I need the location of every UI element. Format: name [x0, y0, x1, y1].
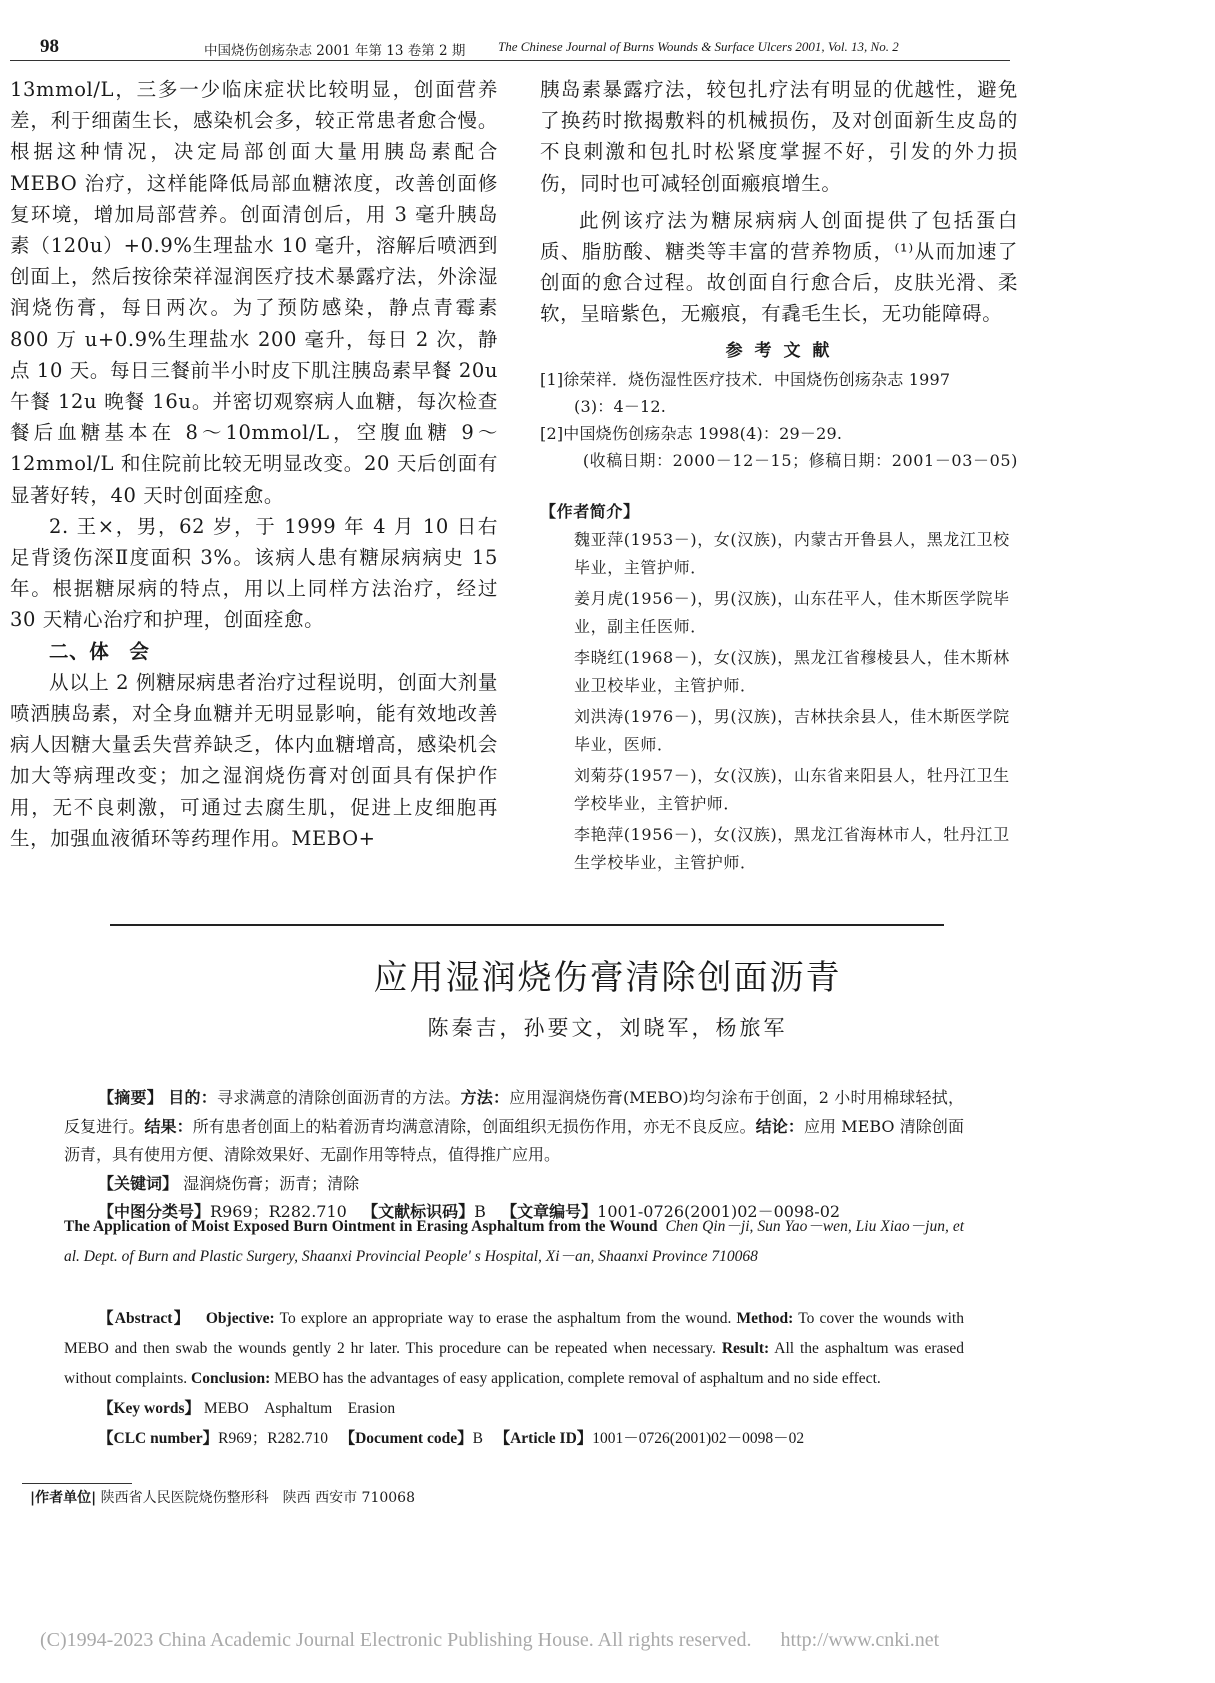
copyright-text: (C)1994-2023 China Academic Journal Electronic Publishing House. All rights reserved. [40, 1629, 752, 1651]
bio-text: 刘洪涛(1976－)，男(汉族)，吉林扶余县人，佳木斯医学院 [574, 706, 1010, 726]
method-label: Method: [736, 1310, 794, 1327]
page-number: 98 [40, 36, 59, 57]
author-bio [540, 585, 1018, 642]
doccode-label: 【Document code】 [339, 1430, 473, 1447]
doccode-label: 【文献标识码】 [362, 1202, 475, 1221]
result-label: Result: [721, 1340, 770, 1357]
bio-text: 生学校毕业，主管护师． [574, 853, 757, 873]
references-heading: 参 考 文 献 [725, 340, 833, 361]
bio-text: 毕业，医师． [574, 735, 674, 755]
objective-text: 寻求满意的清除创面沥青的方法。 [217, 1088, 461, 1107]
english-abstract [64, 1304, 964, 1454]
author-bio [540, 762, 1018, 819]
clc-label: 【中图分类号】 [98, 1202, 211, 1221]
bio-text: 刘菊芬(1957－)，女(汉族)，山东省来阳县人，牡丹江卫生 [574, 765, 1010, 785]
objective-text: To explore an appropriate way to erase the asphaltum from the wound. [279, 1310, 732, 1327]
bio-text: 李晓红(1968－)，女(汉族)，黑龙江省穆棱县人，佳木斯林 [574, 647, 1010, 667]
affiliation-label: |作者单位| [30, 1490, 97, 1506]
section-heading: 二、体 会 [49, 639, 150, 663]
bio-text: 业，副主任医师． [574, 617, 707, 637]
conclusion-text: MEBO has the advantages of easy application, complete removal of asphaltum and no side effect. [274, 1370, 881, 1387]
objective-label: Objective: [205, 1310, 275, 1327]
conclusion-label: Conclusion: [191, 1370, 271, 1387]
article-id-value: 1001－0726(2001)02－0098－02 [592, 1430, 805, 1447]
clc-value: R969；R282.710 [210, 1202, 347, 1221]
reference-text: (3)：4－12. [574, 396, 667, 416]
bio-text: 学校毕业，主管护师． [574, 794, 741, 814]
body-paragraph: 13mmol/L，三多一少临床症状比较明显，创面营养差，利于细菌生长，感染机会多，较正常患者愈合慢。根据这种情况，决定局部创面大量用胰岛素配合 MEBO 治疗，这样能降低局部血糖浓度，改善创面修复环境，增加局部营养。创面清创后，用 3 毫升胰岛素（120u）+0.9%生理盐水 10 毫升，溶解后喷洒到创面上，然后按徐荣祥湿润医疗技术暴露疗法，外涂湿润烧伤膏，每日两次。为了预防感染，静点青霉素 800 万 u+0.9%生理盐水 200 毫升，每日 2 次，静点 10 天。每日三餐前半小时皮下肌注胰岛素早餐 20u 午餐 12u 晚餐 16u。并密切观察病人血糖，每次检查餐后血糖基本在 8～10mmol/L，空腹血糖 9～12mmol/L 和住院前比较无明显改变。20 天后创面有显著好转，40 天时创面痊愈。 [10, 78, 498, 507]
abstract-label: 【Abstract】 [98, 1310, 191, 1327]
author-bio [540, 644, 1018, 701]
left-column [10, 74, 498, 854]
result-text: 所有患者创面上的粘着沥青均满意清除，创面组织无损伤作用，亦无不良反应。 [192, 1116, 756, 1136]
reference-text: [1]徐荣祥．烧伤湿性医疗技术．中国烧伤创疡杂志 1997 [540, 369, 951, 389]
article-number-value: 1001-0726(2001)02－0098-02 [597, 1202, 841, 1221]
author-bio [540, 526, 1018, 583]
keywords-label: 【Key words】 [98, 1400, 201, 1417]
english-title: The Application of Moist Exposed Burn Ointment in Erasing Asphaltum from the Wound [64, 1218, 658, 1235]
body-paragraph: 从以上 2 例糖尿病患者治疗过程说明，创面大剂量喷洒胰岛素，对全身血糖并无明显影响，能有效地改善病人因糖大量丢失营养缺乏，体内血糖增高，感染机会加大等病理改变；加之湿润烧伤膏对创面具有保护作用，无不良刺激，可通过去腐生肌，促进上皮细胞再生，加强血液循环等药理作用。MEBO+ [10, 670, 498, 850]
received-date: (收稿日期：2000－12－15；修稿日期：2001－03－05) [582, 450, 1018, 470]
english-title-block [64, 1212, 964, 1272]
reference-item: [2]中国烧伤创疡杂志 1998(4)：29－29. [540, 423, 843, 443]
article-number-label: 【文章编号】 [501, 1202, 598, 1221]
result-text: All the asphaltum was erased without complaints. [64, 1340, 965, 1387]
doccode-value: B [474, 1202, 486, 1221]
method-text: To cover the wounds with MEBO and then swab the wounds gently 2 hr later. This procedure can be repeated when necessary. [64, 1310, 964, 1357]
body-paragraph: 2. 王×，男，62 岁，于 1999 年 4 月 10 日右足背烫伤深Ⅱ度面积 3%。该病人患有糖尿病病史 15 年。根据糖尿病的特点，用以上同样方法治疗，经过 30 天精心治疗和护理，创面痊愈。 [10, 514, 498, 632]
abstract-cn [64, 1084, 964, 1227]
bio-text: 业卫校毕业，主管护师． [574, 676, 757, 696]
abstract-cn-text [64, 1084, 964, 1170]
conclusion-label: 结论： [755, 1116, 804, 1136]
english-abstract-text [64, 1304, 964, 1394]
body-paragraph: 胰岛素暴露疗法，较包扎疗法有明显的优越性，避免了换药时揿揭敷料的机械损伤，及对创面新生皮岛的不良刺激和包扎时松紧度掌握不好，引发的外力损伤，同时也可减轻创面瘢痕增生。 [540, 78, 1018, 195]
article-id-label: 【Article ID】 [494, 1430, 593, 1447]
keywords-label: 【关键词】 [98, 1173, 179, 1193]
footnote-rule [22, 1483, 132, 1484]
english-classification [64, 1424, 964, 1454]
english-keywords [64, 1394, 964, 1424]
clc-label: 【CLC number】 [98, 1430, 219, 1447]
journal-name-en: The Chinese Journal of Burns Wounds & Surface Ulcers 2001, Vol. 13, No. 2 [498, 39, 899, 54]
article-separator [110, 924, 944, 926]
author-bio [540, 703, 1018, 760]
running-header [20, 36, 1020, 60]
bio-text: 毕业，主管护师． [574, 558, 707, 578]
method-label: 方法： [460, 1088, 510, 1107]
keywords-cn [64, 1170, 964, 1199]
method-text: 应用湿润烧伤膏(MEBO)均匀涂布于创面，2 小时用棉球轻拭，反复进行。 [64, 1088, 964, 1136]
english-authors: Chen Qin－ji, Sun Yao－wen, Liu Xiao－jun, et al. Dept. of Burn and Plastic Surgery, Shaanxi Provincial People' s Hospital, Xi－an, Shaanxi Province 710068 [64, 1218, 964, 1265]
author-affiliation [30, 1487, 415, 1507]
affiliation-text: 陕西省人民医院烧伤整形科 陕西 西安市 710068 [100, 1490, 415, 1506]
article-authors: 陈秦吉，孙要文，刘晓军，杨旅军 [427, 1016, 788, 1040]
cnki-url[interactable]: http://www.cnki.net [780, 1629, 940, 1651]
author-bio [540, 821, 1018, 878]
clc-value: R969；R282.710 [218, 1430, 328, 1447]
bio-text: 姜月虎(1956－)，男(汉族)，山东茌平人，佳木斯医学院毕 [574, 588, 1010, 608]
keywords-text: MEBO Asphaltum Erasion [203, 1400, 396, 1417]
bio-text: 李艳萍(1956－)，女(汉族)，黑龙江省海林市人，牡丹江卫 [574, 824, 1010, 844]
journal-name-cn: 中国烧伤创疡杂志 2001 年第 13 卷第 2 期 [204, 43, 466, 59]
reference-item [540, 366, 1018, 420]
bio-text: 魏亚萍(1953－)，女(汉族)，内蒙古开鲁县人，黑龙江卫校 [574, 529, 1010, 549]
article-title: 应用湿润烧伤膏清除创面沥青 [373, 958, 842, 998]
body-paragraph: 此例该疗法为糖尿病病人创面提供了包括蛋白质、脂肪酸、糖类等丰富的营养物质，⁽¹⁾从而加速了创面的愈合过程。故创面自行愈合后，皮肤光滑、柔软，呈暗紫色，无瘢痕，有毳毛生长，无功能障碍。 [540, 208, 1018, 326]
conclusion-text: 应用 MEBO 清除创面沥青，具有使用方便、清除效果好、无副作用等特点，值得推广应用。 [64, 1116, 964, 1164]
right-column [540, 74, 1018, 880]
author-bio-heading: 【作者简介】 [540, 501, 640, 521]
copyright-footer [40, 1629, 1170, 1652]
doccode-value: B [472, 1430, 483, 1447]
header-rule [10, 60, 1010, 61]
objective-label: 目的： [168, 1088, 217, 1107]
keywords-text: 湿润烧伤膏；沥青；清除 [183, 1173, 360, 1193]
abstract-label: 【摘要】 [98, 1088, 163, 1107]
result-label: 结果： [144, 1116, 193, 1136]
